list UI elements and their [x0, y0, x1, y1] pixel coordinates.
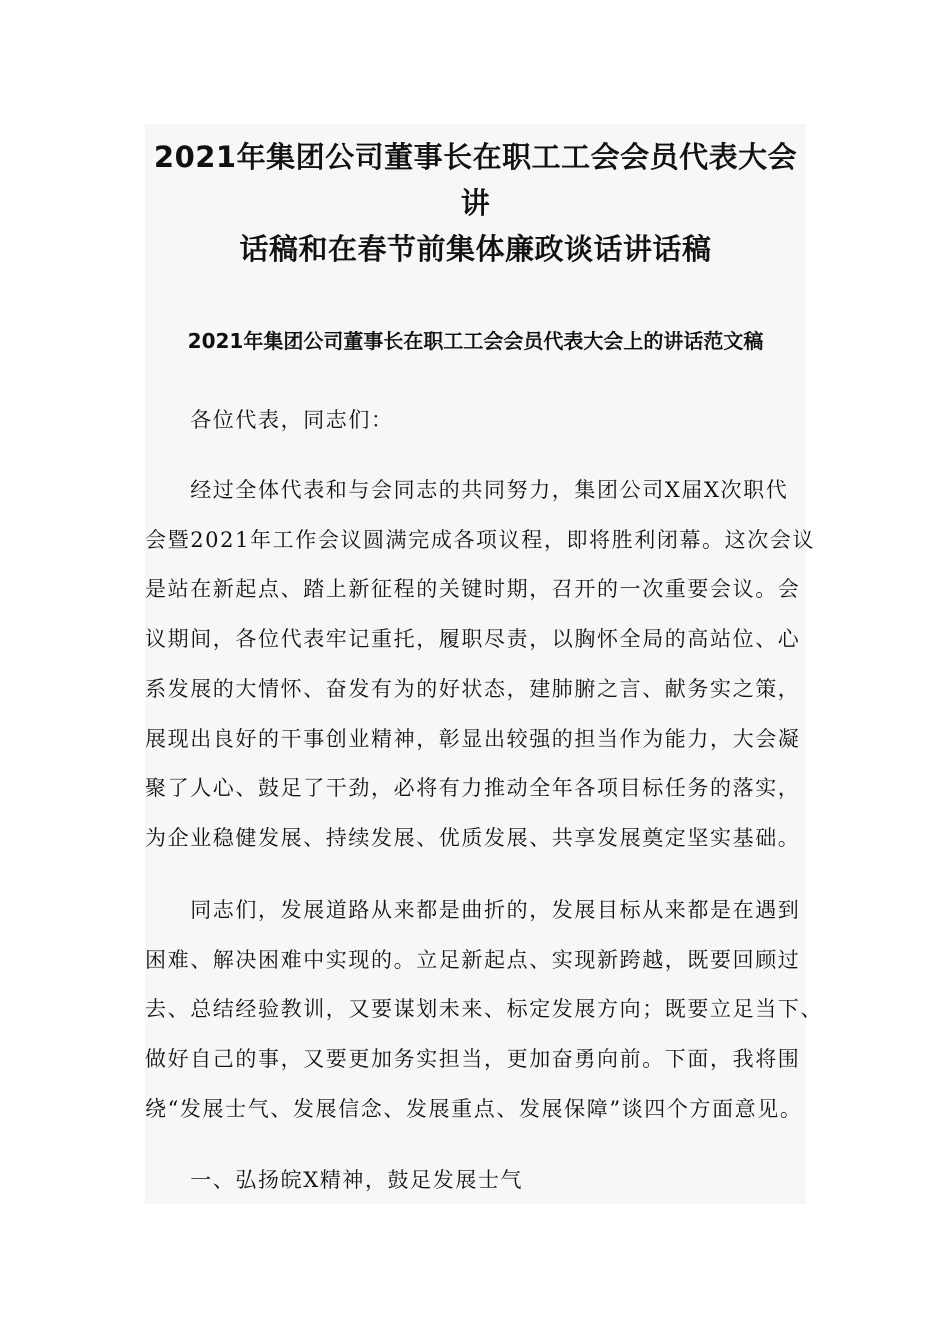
speech-subtitle: 2021年集团公司董事长在职工工会会员代表大会上的讲话范文稿: [187, 329, 764, 353]
paragraph-line: 经过全体代表和与会同志的共同努力，集团公司X届X次职代: [145, 478, 789, 502]
paragraph-line: 同志们，发展道路从来都是曲折的，发展目标从来都是在遇到: [145, 898, 801, 922]
paragraph-line: 去、总结经验教训，又要谋划未来、标定发展方向；既要立足当下、: [145, 997, 823, 1022]
section-heading: [145, 1156, 806, 1206]
paragraph-line: 系发展的大情怀、奋发有为的好状态，建肺腑之言、献务实之策，: [145, 676, 801, 701]
paragraph-2: [145, 886, 823, 1135]
document-title-line-2: 话稿和在春节前集体廉政谈话讲话稿: [239, 232, 712, 266]
salutation-line: 各位代表，同志们：: [145, 408, 394, 432]
document-title: [145, 134, 806, 272]
document-title-line-1: 2021年集团公司董事长在职工工会会员代表大会讲: [153, 140, 798, 220]
paragraph-line: 为企业稳健发展、持续发展、优质发展、共享发展奠定坚实基础。: [145, 825, 801, 850]
paragraph-line: 做好自己的事，又要更加务实担当，更加奋勇向前。下面，我将围: [145, 1047, 801, 1072]
section-heading-line: 一、弘扬皖X精神，鼓足发展士气: [145, 1168, 524, 1192]
salutation: [145, 396, 806, 446]
paragraph-line: 是站在新起点、踏上新征程的关键时期，召开的一次重要会议。会: [145, 577, 801, 602]
paragraph-1: [145, 466, 816, 864]
paragraph-line: 绕“发展士气、发展信念、发展重点、发展保障”谈四个方面意见。: [145, 1096, 803, 1121]
paragraph-line: 议期间，各位代表牢记重托，履职尽责，以胸怀全局的高站位、心: [145, 627, 801, 652]
paragraph-line: 会暨2021年工作会议圆满完成各项议程，即将胜利闭幕。这次会议: [145, 527, 816, 552]
paragraph-line: 聚了人心、鼓足了干劲，必将有力推动全年各项目标任务的落实，: [145, 776, 801, 801]
paragraph-line: 展现出良好的干事创业精神，彰显出较强的担当作为能力，大会凝: [145, 726, 801, 751]
paragraph-line: 困难、解决困难中实现的。立足新起点、实现新跨越，既要回顾过: [145, 947, 801, 972]
